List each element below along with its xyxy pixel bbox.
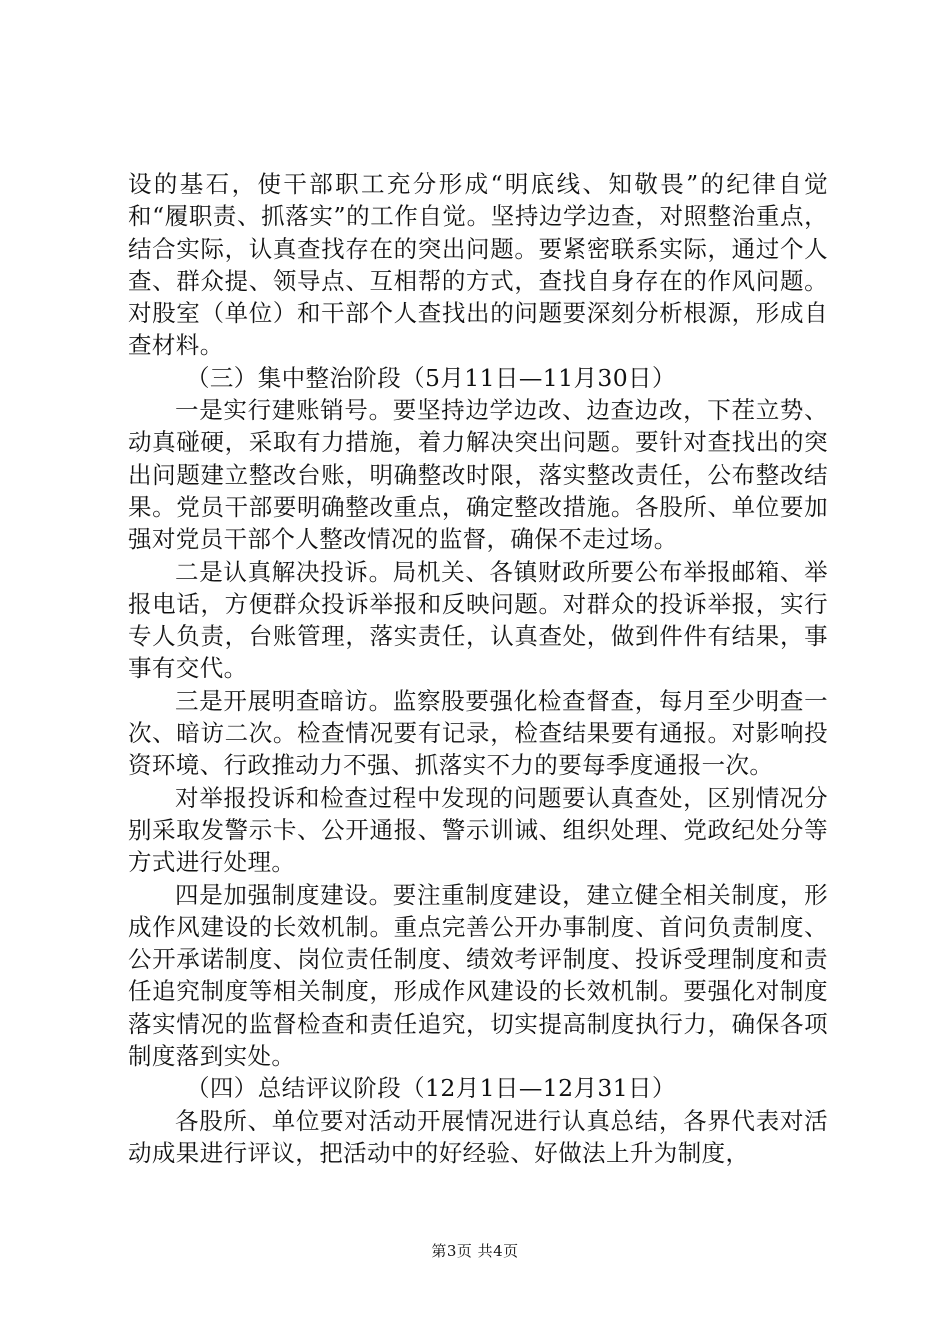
section-heading-concentrated-rectification: （三）集中整治阶段（5月11日—11月30日） (186, 363, 676, 392)
page-number-footer: 第3页 共4页 (431, 1242, 519, 1260)
paragraph-complaints: 二是认真解决投诉。局机关、各镇财政所要公布举报邮箱、举报电话，方便群众投诉举报和反映问题。对群众的投诉举报，实行专人负责，台账管理，落实责任，认真查处，做到件件有结果，事事有交代。 (128, 557, 828, 683)
paragraph-summary: 各股所、单位要对活动开展情况进行认真总结，各界代表对活动成果进行评议，把活动中的好经验、好做法上升为制度， (128, 1106, 828, 1167)
paragraph-handling: 对举报投诉和检查过程中发现的问题要认真查处，区别情况分别采取发警示卡、公开通报、警示训诫、组织处理、党政纪处分等方式进行处理。 (128, 783, 828, 877)
paragraph-system-building: 四是加强制度建设。要注重制度建设，建立健全相关制度，形成作风建设的长效机制。重点完善公开办事制度、首问负责制度、公开承诺制度、岗位责任制度、绩效考评制度、投诉受理制度和责任追究制度等相关制度，形成作风建设的长效机制。要强化对制度落实情况的监督检查和责任追究，切实提高制度执行力，确保各项制度落到实处。 (128, 880, 828, 1071)
paragraph-ledger-closure: 一是实行建账销号。要坚持边学边改、边查边改，下茬立势、动真碰硬，采取有力措施，着力解决突出问题。要针对查找出的突出问题建立整改台账，明确整改时限，落实整改责任，公布整改结果。党员干部要明确整改重点，确定整改措施。各股所、单位要加强对党员干部个人整改情况的监督，确保不走过场。 (128, 396, 828, 554)
paragraph-continuation: 设的基石，使干部职工充分形成“明底线、知敬畏”的纪律自觉和“履职责、抓落实”的工作自觉。坚持边学边查，对照整治重点，结合实际，认真查找存在的突出问题。要紧密联系实际，通过个人查、群众提、领导点、互相帮的方式，查找自身存在的作风问题。对股室（单位）和干部个人查找出的问题要深刻分析根源，形成自查材料。 (128, 170, 828, 360)
paragraph-inspections: 三是开展明查暗访。监察股要强化检查督查，每月至少明查一次、暗访二次。检查情况要有记录，检查结果要有通报。对影响投资环境、行政推动力不强、抓落实不力的要每季度通报一次。 (128, 686, 828, 780)
document-body (128, 168, 828, 1169)
section-heading-summary-review: （四）总结评议阶段（12月1日—12月31日） (186, 1074, 676, 1103)
